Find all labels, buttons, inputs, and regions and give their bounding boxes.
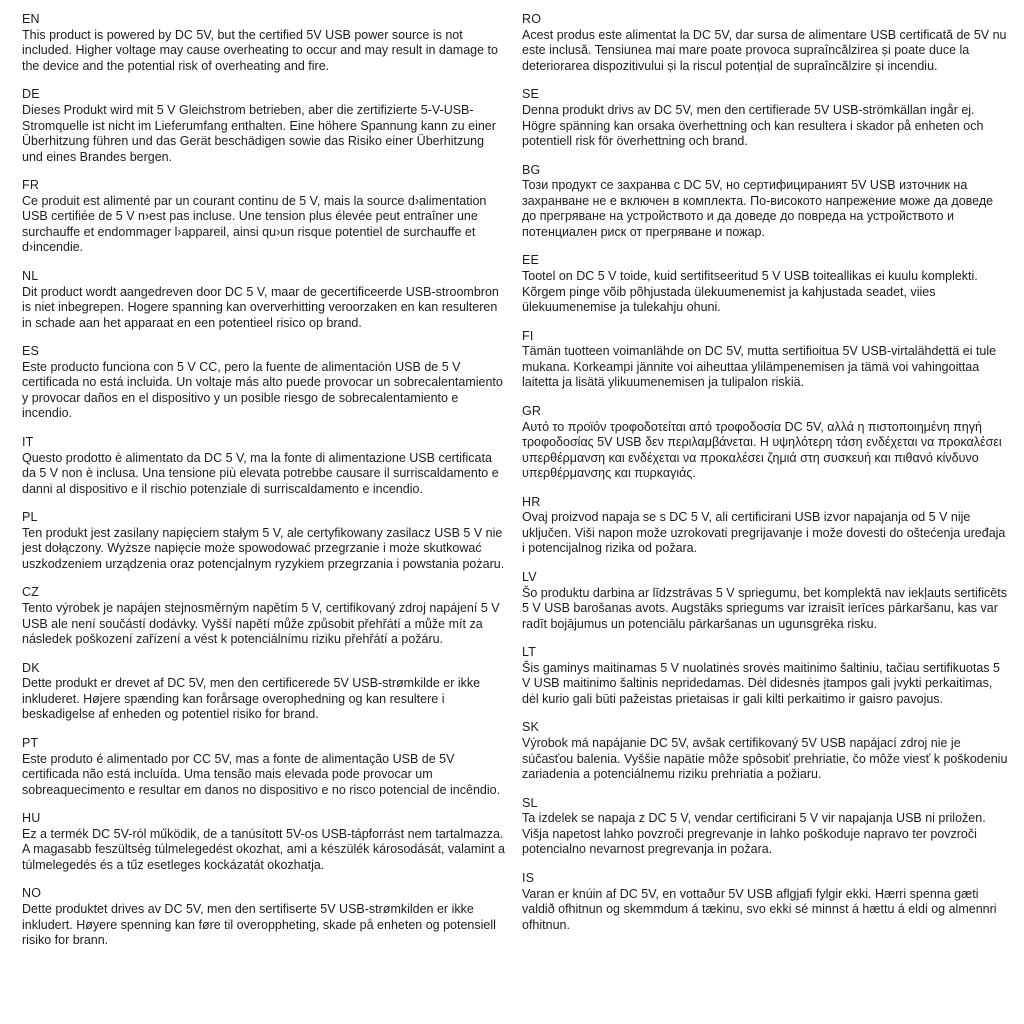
language-code: HR <box>522 494 541 509</box>
language-section-de <box>22 87 508 165</box>
language-code: HU <box>22 811 41 825</box>
warning-text: Αυτό το προϊόν τροφοδοτείται από τροφοδοσία DC 5V, αλλά η πιστοποιημένη πηγή τροφοδοσίας 5V USB δεν περιλαμβάνεται. Η υψηλότερη τάση ενδέχεται να προκαλέσει υπερθέρμανση και ενδέχεται να προκαλέσει ζημιά στη συσκευή και πιθανό κίνδυνο υπερθέρμανσης και πυρκαγιάς. <box>522 419 1002 480</box>
language-section-pl <box>22 510 508 572</box>
language-section-sk <box>522 720 1008 782</box>
language-code: LV <box>522 569 537 584</box>
language-section-en <box>22 12 508 74</box>
language-section-gr <box>522 404 1008 482</box>
language-section-lv <box>522 570 1008 632</box>
warning-text: Tootel on DC 5 V toide, kuid sertifitseeritud 5 V USB toiteallikas ei kuulu komplekti. Kõrgem pinge võib põhjustada ülekuumenemist ja kahjustada seadet, viies ülekuumenemise ja tulekahju ohuni. <box>522 269 978 314</box>
warning-text: Este produto é alimentado por CC 5V, mas a fonte de alimentação USB de 5V certificada não está incluída. Uma tensão mais elevada pode provocar um sobreaquecimento e resultar em danos no dispositivo e no risco potencial de incêndio. <box>22 751 501 797</box>
language-code: PT <box>22 735 39 750</box>
language-section-fr <box>22 178 508 256</box>
warning-text: Acest produs este alimentat la DC 5V, dar sursa de alimentare USB certificată de 5V nu este inclusă. Tensiunea mai mare poate provoca supraîncălzirea și poate duce la deteriorarea dispozitivului și la riscul potențial de supraîncălzire și incendiu. <box>522 27 1007 73</box>
warning-text: Ta izdelek se napaja z DC 5 V, vendar certificirani 5 V vir napajanja USB ni priložen. Višja napetost lahko povzroči pregrevanje in lahko poškoduje napravo ter povzroči potencialno nevarnost pregrevanja in požara. <box>522 811 986 857</box>
language-code: DK <box>22 660 40 675</box>
language-section-hr <box>522 495 1008 557</box>
warning-text: Výrobok má napájanie DC 5V, avšak certifikovaný 5V USB napájací zdroj nie je súčasťou balenia. Vyššie napätie môže spôsobiť prehriatie, čo môže viesť k poškodeniu zariadenia a potenciálnemu riziku prehriatia a požiaru. <box>522 736 1008 781</box>
language-section-no <box>22 886 508 948</box>
language-section-lt <box>522 645 1008 707</box>
language-code: FR <box>22 178 40 192</box>
language-code: DE <box>22 87 40 102</box>
language-code: NL <box>22 268 39 283</box>
language-section-nl <box>22 269 508 331</box>
language-code: EE <box>522 253 540 268</box>
language-code: IT <box>22 434 34 449</box>
warning-text: Denna produkt drivs av DC 5V, men den certifierade 5V USB-strömkällan ingår ej. Högre spänning kan orsaka överhettning och kan resultera i skador på enheten och potentiell risk för överhettning och brand. <box>522 103 984 148</box>
warning-text: Šo produktu darbina ar līdzstrāvas 5 V spriegumu, bet komplektā nav iekļauts sertificēts 5 V USB barošanas avots. Augstāks spriegums var izraisīt ierīces pārkaršanu, kas var radīt bojājumus un potenciālu pārkaršanas un ugunsgrēka risku. <box>522 585 1007 631</box>
warning-text: Dette produktet drives av DC 5V, men den sertifiserte 5V USB-strømkilden er ikke inkludert. Høyere spenning kan føre til overoppheting, skade på enheten og potensiell risiko for brann. <box>22 902 496 947</box>
language-section-bg <box>522 163 1008 241</box>
warning-text: Tämän tuotteen voimanlähde on DC 5V, mutta sertifioitua 5V USB-virtalähdettä ei tule mukana. Korkeampi jännite voi aiheuttaa ylilämpenemisen ja tämä voi vahingoittaa laitetta ja lisätä ylikuumenemisen ja tulipalon riskiä. <box>522 344 997 390</box>
warning-text: This product is powered by DC 5V, but the certified 5V USB power source is not included. Higher voltage may cause overheating to occur and may result in damage to the device and the potential risk of overheating and fire. <box>22 27 498 73</box>
warning-text: Este producto funciona con 5 V CC, pero la fuente de alimentación USB de 5 V certificada no está incluida. Un voltaje más alto puede provocar un sobrecalentamiento y provocar daños en el dispositivo y un posible riesgo de sobrecalentamiento e incendio. <box>22 359 503 421</box>
language-section-pt <box>22 736 508 798</box>
language-section-hu <box>22 811 508 873</box>
warning-text: Ez a termék DC 5V-ról működik, de a tanúsított 5V-os USB-tápforrást nem tartalmazza. A magasabb feszültség túlmelegedést okozhat, ami a készülék károsodását, valamint a túlmelegedés és a tűz esetleges kockázatát okozhatja. <box>22 826 505 872</box>
language-section-ro <box>522 12 1008 74</box>
language-code: RO <box>522 12 542 26</box>
language-section-ee <box>522 253 1008 315</box>
language-code: SE <box>522 87 540 102</box>
language-code: LT <box>522 645 537 659</box>
language-code: SL <box>522 795 538 810</box>
language-section-fi <box>522 329 1008 391</box>
warning-text: Questo prodotto è alimentato da DC 5 V, ma la fonte di alimentazione USB certificata da 5 V non è inclusa. Una tensione più elevata potrebbe causare il surriscaldamento e danni al dispositivo e il rischio potenziale di surriscaldamento e incendio. <box>22 450 499 496</box>
language-code: BG <box>522 162 541 177</box>
warning-text: Dit product wordt aangedreven door DC 5 V, maar de gecertificeerde USB-stroombron is niet inbegrepen. Hogere spanning kan oververhitting veroorzaken en kan resulteren in schade aan het apparaat en een potentieel risico op brand. <box>22 284 499 330</box>
warning-text: Varan er knúin af DC 5V, en vottaður 5V USB aflgjafi fylgir ekki. Hærri spenna gæti valdið ofhitnun og skemmdum á tækinu, svo ekki sé minnst á hættu á eldi og almennri ofhitnun. <box>522 886 997 932</box>
warning-text: Ce produit est alimenté par un courant continu de 5 V, mais la source d›alimentation USB certifiée de 5 V n›est pas incluse. Une tension plus élevée peut entraîner une surchauffe et endommager l›appareil, ainsi qu›un risque potentiel de surchauffe et d›incendie. <box>22 193 487 255</box>
language-code: IS <box>522 870 535 885</box>
language-code: SK <box>522 720 540 735</box>
right-column <box>522 12 1008 962</box>
language-code: ES <box>22 344 40 358</box>
language-section-es <box>22 344 508 422</box>
language-code: GR <box>522 403 542 418</box>
warning-text: Tento výrobek je napájen stejnosměrným napětím 5 V, certifikovaný zdroj napájení 5 V USB ale není součástí dodávky. Vyšší napětí může způsobit přehřátí a může mít za následek poškození zařízení a vést k potenciálnímu riziku přehřátí a požáru. <box>22 601 500 646</box>
warning-text: Ovaj proizvod napaja se s DC 5 V, ali certificirani USB izvor napajanja od 5 V nije uključen. Viši napon može uzrokovati pregrijavanje i može dovesti do oštećenja uređaja i potencijalnog rizika od požara. <box>522 510 1006 556</box>
warning-text: Dette produkt er drevet af DC 5V, men den certificerede 5V USB-strømkilde er ikke inkluderet. Højere spænding kan forårsage overophedning og kan resultere i beskadigelse af enheden og potentiel risiko for brand. <box>22 676 481 722</box>
warning-text: Šis gaminys maitinamas 5 V nuolatinės srovės maitinimo šaltiniu, tačiau sertifikuotas 5 V USB maitinimo šaltinis nepridedamas. Dėl didesnės įtampos gali įvykti perkaitimas, dėl kurio gali būti pažeistas prietaisas ir gali kilti perkaitimo ir gaisro pavojus. <box>522 660 1000 706</box>
language-code: EN <box>22 12 40 26</box>
language-section-se <box>522 87 1008 149</box>
warning-text: Този продукт се захранва с DC 5V, но сертифицираният 5V USB източник на захранване не е включен в комплекта. По-високото напрежение може да доведе до прегряване на устройството и да доведе до повреда на устройството и потенциален риск от прегряване и пожар. <box>522 178 994 239</box>
language-section-is <box>522 871 1008 933</box>
language-section-dk <box>22 661 508 723</box>
language-code: CZ <box>22 585 40 600</box>
warning-text: Dieses Produkt wird mit 5 V Gleichstrom betrieben, aber die zertifizierte 5-V-USB-Stromquelle ist nicht im Lieferumfang enthalten. Eine höhere Spannung kann zu einer Überhitzung führen und das Gerät beschädigen sowie das Risiko einer Überhitzung und eines Brandes bergen. <box>22 103 496 164</box>
language-section-sl <box>522 796 1008 858</box>
language-section-it <box>22 435 508 497</box>
warning-text: Ten produkt jest zasilany napięciem stałym 5 V, ale certyfikowany zasilacz USB 5 V nie jest dołączony. Wyższe napięcie może spowodować przegrzanie i może skutkować uszkodzeniem urządzenia oraz potencjalnym ryzykiem przegrzania i powstania pożaru. <box>22 525 505 571</box>
language-code: PL <box>22 510 38 524</box>
language-section-cz <box>22 585 508 647</box>
language-code: FI <box>522 328 534 343</box>
language-code: NO <box>22 886 42 901</box>
left-column <box>22 12 508 962</box>
